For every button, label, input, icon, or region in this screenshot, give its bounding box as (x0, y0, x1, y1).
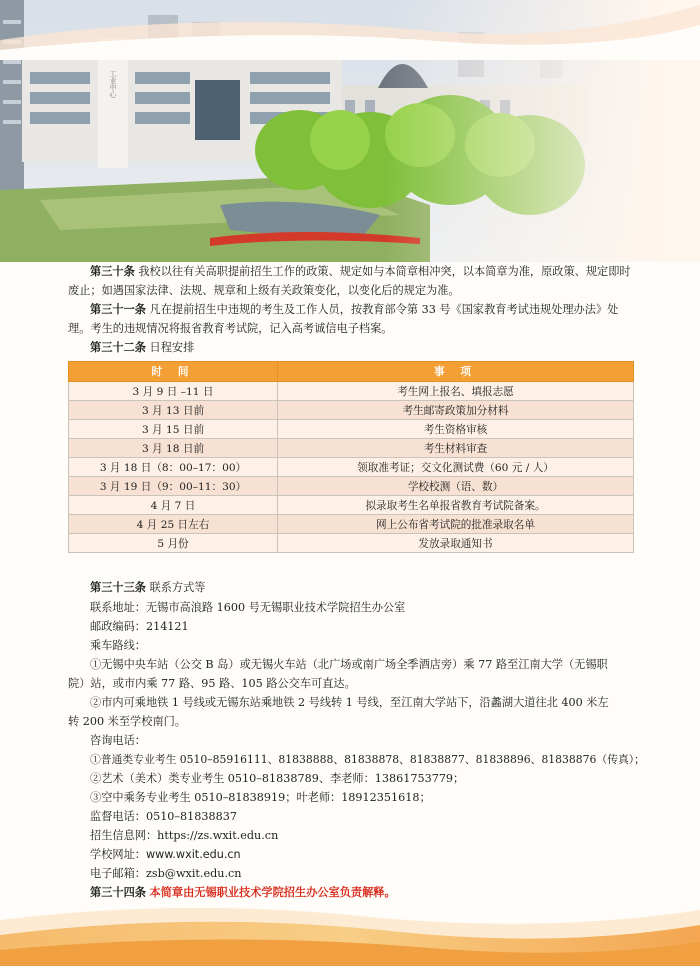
article-30-title: 第三十条 (90, 265, 135, 278)
info-line (90, 826, 634, 845)
article-32-title: 第三十二条 (90, 341, 146, 354)
email-link[interactable]: zsb@wxit.edu.cn (145, 867, 242, 880)
postcode-label: 邮政编码： (90, 620, 146, 633)
table-row (69, 382, 634, 401)
site-url-link[interactable]: www.wxit.edu.cn (145, 848, 241, 861)
phone-label-line (90, 731, 634, 750)
info-label: 招生信息网： (90, 829, 158, 842)
supervise-line (90, 807, 634, 826)
schedule-header-time: 时 间 (69, 362, 278, 382)
route-2: ②市内可乘地铁 1 号线或无锡东站乘地铁 2 号线转 1 号线，至江南大学站下，沿蠡湖大道往北 400 米左转 200 米至学校南门。 (68, 696, 609, 728)
table-row (69, 534, 634, 553)
postcode-value: 214121 (145, 620, 189, 633)
route-label: 乘车路线： (90, 639, 146, 652)
route-1: ①无锡中央车站（公交 B 岛）或无锡火车站（北广场或南广场全季酒店旁）乘 77 路至江南大学（无锡职院）站，或市内乘 77 路、95 路、105 路公交车可直达。 (68, 658, 608, 690)
article-31 (68, 300, 634, 338)
phone-label: 咨询电话： (90, 734, 146, 747)
table-row (69, 439, 634, 458)
footer-wave (0, 880, 700, 966)
schedule-time: 3 月 18 日前 (69, 439, 278, 458)
schedule-time: 4 月 25 日左右 (69, 515, 278, 534)
schedule-item: 学校校测（语、数） (278, 477, 634, 496)
schedule-time: 3 月 13 日前 (69, 401, 278, 420)
article-33 (68, 578, 634, 597)
article-31-title: 第三十一条 (90, 303, 146, 316)
schedule-time: 3 月 19 日（9：00–11：30） (69, 477, 278, 496)
schedule-item: 领取准考证；交文化测试费（60 元 / 人） (278, 458, 634, 477)
supervise-label: 监督电话： (90, 810, 146, 823)
table-row (69, 458, 634, 477)
address-line (90, 598, 634, 617)
article-33-text: 联系方式等 (149, 581, 206, 594)
phone-2: ②艺术（美术）类专业考生 0510–81838789、李老师：13861753779； (90, 772, 465, 785)
phone-3: ③空中乘务专业考生 0510–81838919；叶老师：18912351618； (90, 791, 431, 804)
article-30 (68, 262, 634, 300)
article-33-title: 第三十三条 (90, 581, 146, 594)
postcode-line (90, 617, 634, 636)
schedule-time: 3 月 9 日 –11 日 (69, 382, 278, 401)
table-row (69, 420, 634, 439)
table-row (69, 496, 634, 515)
table-row (69, 401, 634, 420)
schedule-table (68, 361, 634, 553)
article-32-text: 日程安排 (149, 341, 195, 354)
schedule-time: 3 月 15 日前 (69, 420, 278, 439)
article-30-text: 我校以往有关高职提前招生工作的政策、规定如与本简章相冲突，以本简章为准，原政策、规定即时废止；如遇国家法律、法规、规章和上级有关政策变化，以变化后的规定为准。 (68, 265, 631, 297)
schedule-item: 网上公布省考试院的批准录取名单 (278, 515, 634, 534)
route-label-line (90, 636, 634, 655)
campus-photo (0, 0, 700, 262)
table-row (69, 477, 634, 496)
article-32 (68, 338, 634, 357)
schedule-item: 考生材料审查 (278, 439, 634, 458)
article-31-text: 凡在提前招生中违规的考生及工作人员，按教育部令第 33 号《国家教育考试违规处理办法》处理。考生的违规情况将报省教育考试院，记入高考诚信电子档案。 (68, 303, 619, 335)
schedule-time: 5 月份 (69, 534, 278, 553)
address-label: 联系地址： (90, 601, 146, 614)
schedule-item: 考生资格审核 (278, 420, 634, 439)
email-label: 电子邮箱： (90, 867, 146, 880)
schedule-item: 拟录取考生名单报省教育考试院备案。 (278, 496, 634, 515)
address-value: 无锡市高浪路 1600 号无锡职业技术学院招生办公室 (145, 601, 406, 614)
schedule-item: 考生邮寄政策加分材料 (278, 401, 634, 420)
site-label: 学校网址： (90, 848, 146, 861)
schedule-header-item: 事 项 (278, 362, 634, 382)
table-row (69, 515, 634, 534)
article-34-title: 第三十四条 (90, 886, 146, 899)
header-wave (0, 0, 700, 60)
schedule-time: 3 月 18 日（8：00–17：00） (69, 458, 278, 477)
supervise-value: 0510–81838837 (145, 810, 237, 823)
schedule-time: 4 月 7 日 (69, 496, 278, 515)
article-34-text: 本简章由无锡职业技术学院招生办公室负责解释。 (149, 885, 396, 899)
phone-1: ①普通类专业考生 0510–85916111、81838888、81838878、81838877、81838896、81838876（传真）； (90, 753, 645, 766)
schedule-item: 考生网上报名、填报志愿 (278, 382, 634, 401)
info-url-link[interactable]: https://zs.wxit.edu.cn (157, 829, 279, 842)
site-line (90, 845, 634, 864)
schedule-header-row (69, 362, 634, 382)
schedule-item: 发放录取通知书 (278, 534, 634, 553)
